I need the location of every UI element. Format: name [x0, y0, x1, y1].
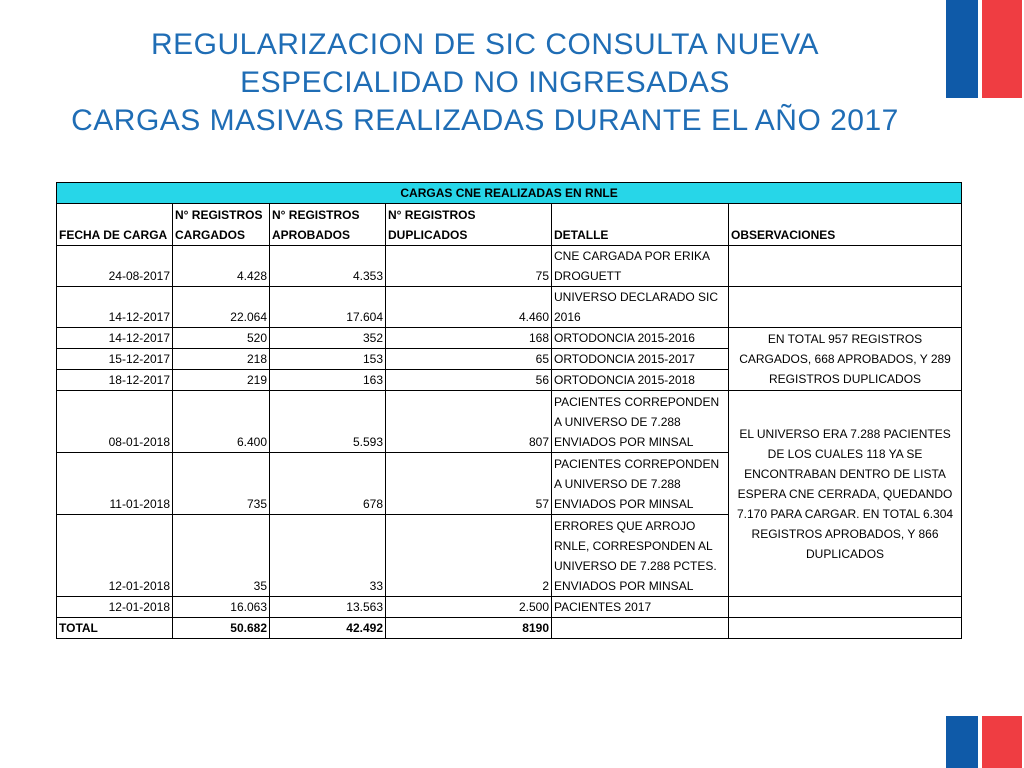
cell-duplicados: 2 — [386, 515, 552, 597]
cell-observaciones-empty — [729, 287, 962, 328]
table-row — [57, 246, 962, 287]
cell-fecha: 24-08-2017 — [57, 246, 173, 287]
title-line-2: ESPECIALIDAD NO INGRESADAS — [240, 66, 730, 99]
cell-observaciones-empty — [729, 246, 962, 287]
cell-fecha: 08-01-2018 — [57, 391, 173, 453]
cell-cargados: 520 — [173, 328, 270, 349]
cell-detalle: PACIENTES CORREPONDEN A UNIVERSO DE 7.288 ENVIADOS POR MINSAL — [552, 391, 729, 453]
cell-cargados: 219 — [173, 370, 270, 391]
flag-blue-stripe — [946, 0, 978, 98]
header-detalle: DETALLE — [552, 204, 729, 246]
header-fecha: FECHA DE CARGA — [57, 204, 173, 246]
cell-fecha: 15-12-2017 — [57, 349, 173, 370]
table-row — [57, 328, 962, 349]
cell-duplicados: 56 — [386, 370, 552, 391]
cell-observaciones-ortodoncia: EN TOTAL 957 REGISTROS CARGADOS, 668 APROBADOS, Y 289 REGISTROS DUPLICADOS — [729, 328, 962, 391]
cell-cargados: 35 — [173, 515, 270, 597]
table-row — [57, 287, 962, 328]
header-observaciones: OBSERVACIONES — [729, 204, 962, 246]
cell-cargados: 22.064 — [173, 287, 270, 328]
cell-cargados: 735 — [173, 453, 270, 515]
cell-cargados: 4.428 — [173, 246, 270, 287]
total-observaciones-empty — [729, 618, 962, 639]
cell-aprobados: 33 — [270, 515, 386, 597]
cell-detalle: PACIENTES 2017 — [552, 597, 729, 618]
cell-aprobados: 17.604 — [270, 287, 386, 328]
cell-aprobados: 352 — [270, 328, 386, 349]
cell-detalle: UNIVERSO DECLARADO SIC 2016 — [552, 287, 729, 328]
total-detalle-empty — [552, 618, 729, 639]
cell-observaciones-empty — [729, 597, 962, 618]
table-banner: CARGAS CNE REALIZADAS EN RNLE — [57, 183, 962, 204]
title-line-3: CARGAS MASIVAS REALIZADAS DURANTE EL AÑO 2017 — [71, 104, 899, 137]
header-cargados: N° REGISTROS CARGADOS — [173, 204, 270, 246]
total-duplicados: 8190 — [386, 618, 552, 639]
table-row — [57, 597, 962, 618]
cell-cargados: 6.400 — [173, 391, 270, 453]
cell-fecha: 12-01-2018 — [57, 597, 173, 618]
loads-table — [56, 182, 962, 639]
cell-aprobados: 163 — [270, 370, 386, 391]
cell-fecha: 12-01-2018 — [57, 515, 173, 597]
cell-duplicados: 57 — [386, 453, 552, 515]
cell-fecha: 18-12-2017 — [57, 370, 173, 391]
flag-red-stripe — [982, 716, 1022, 768]
total-cargados: 50.682 — [173, 618, 270, 639]
cell-duplicados: 807 — [386, 391, 552, 453]
title-line-1: REGULARIZACION DE SIC CONSULTA NUEVA — [150, 28, 820, 61]
cell-detalle: PACIENTES CORREPONDEN A UNIVERSO DE 7.288 ENVIADOS POR MINSAL — [552, 453, 729, 515]
cell-duplicados: 65 — [386, 349, 552, 370]
cell-fecha: 11-01-2018 — [57, 453, 173, 515]
cell-duplicados: 2.500 — [386, 597, 552, 618]
cell-cargados: 218 — [173, 349, 270, 370]
cell-detalle: ORTODONCIA 2015-2016 — [552, 328, 729, 349]
cell-aprobados: 4.353 — [270, 246, 386, 287]
cell-detalle: ERRORES QUE ARROJO RNLE, CORRESPONDEN AL UNIVERSO DE 7.288 PCTES. ENVIADOS POR MINSAL — [552, 515, 729, 597]
flag-decoration-bottom — [946, 716, 1022, 768]
cell-detalle: ORTODONCIA 2015-2018 — [552, 370, 729, 391]
header-aprobados: N° REGISTROS APROBADOS — [270, 204, 386, 246]
total-label: TOTAL — [57, 618, 173, 639]
cell-duplicados: 168 — [386, 328, 552, 349]
flag-red-stripe — [982, 0, 1022, 98]
cell-detalle: ORTODONCIA 2015-2017 — [552, 349, 729, 370]
total-aprobados: 42.492 — [270, 618, 386, 639]
cell-aprobados: 13.563 — [270, 597, 386, 618]
table-header-row — [57, 204, 962, 246]
cell-aprobados: 153 — [270, 349, 386, 370]
table-banner-row — [57, 183, 962, 204]
flag-decoration-top — [946, 0, 1022, 98]
cell-aprobados: 5.593 — [270, 391, 386, 453]
cell-fecha: 14-12-2017 — [57, 328, 173, 349]
cell-cargados: 16.063 — [173, 597, 270, 618]
cell-observaciones-universo: EL UNIVERSO ERA 7.288 PACIENTES DE LOS CUALES 118 YA SE ENCONTRABAN DENTRO DE LISTA ESPERA CNE CERRADA, QUEDANDO 7.170 PARA CARGAR. EN TOTAL 6.304 REGISTROS APROBADOS, Y 866 DUPLICADOS — [729, 391, 962, 597]
header-duplicados: N° REGISTROS DUPLICADOS — [386, 204, 552, 246]
flag-blue-stripe — [946, 716, 978, 768]
table-row — [57, 391, 962, 453]
slide-title — [0, 26, 970, 140]
cell-fecha: 14-12-2017 — [57, 287, 173, 328]
cell-aprobados: 678 — [270, 453, 386, 515]
cell-duplicados: 75 — [386, 246, 552, 287]
cell-duplicados: 4.460 — [386, 287, 552, 328]
cell-detalle: CNE CARGADA POR ERIKA DROGUETT — [552, 246, 729, 287]
table-total-row — [57, 618, 962, 639]
